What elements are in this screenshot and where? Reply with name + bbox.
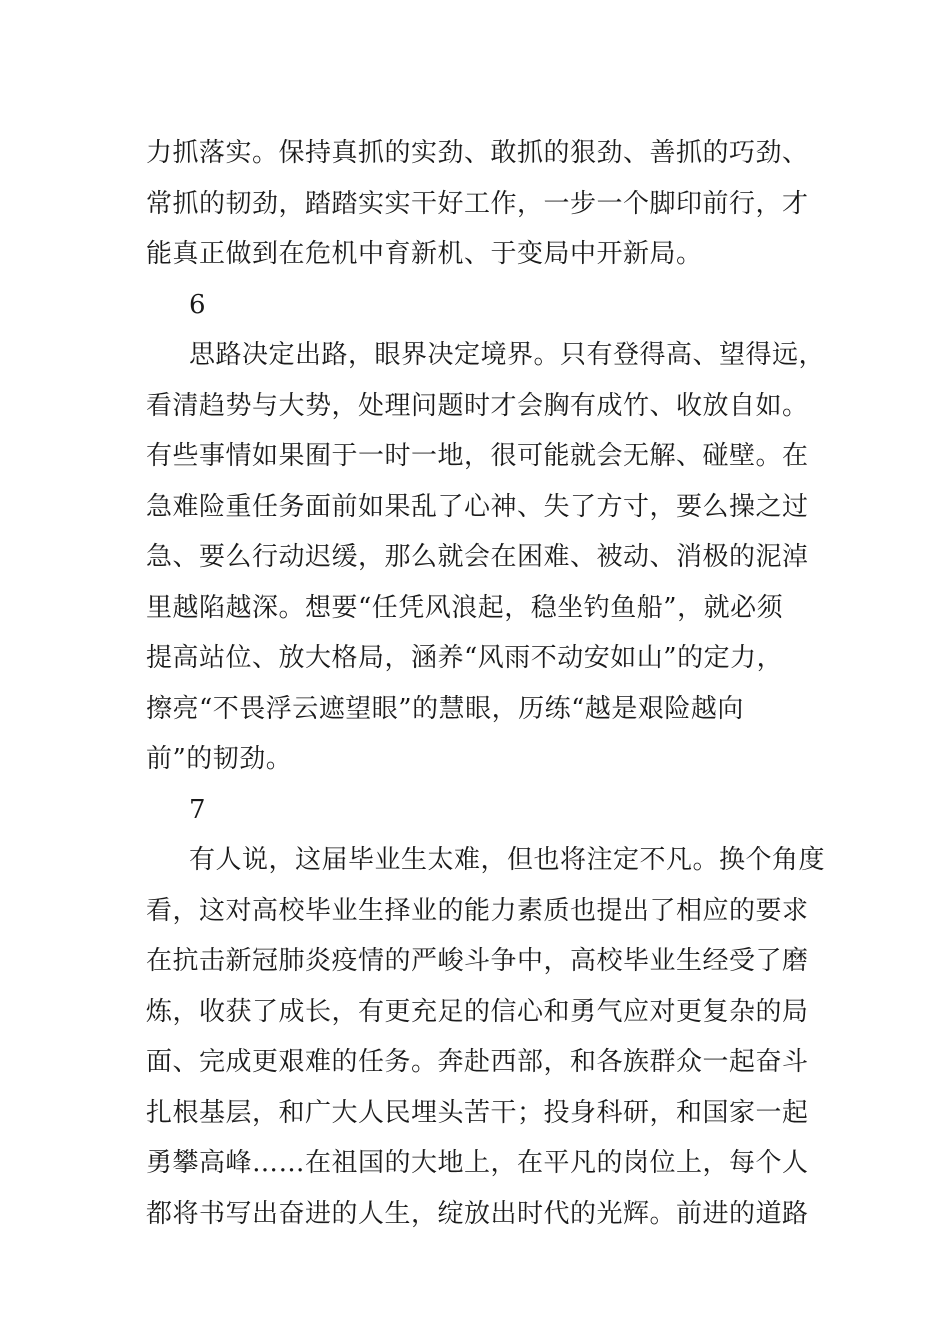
text-line: 思路决定出路，眼界决定境界。只有登得高、望得远， — [189, 340, 826, 370]
section-number-6: 6 — [189, 289, 206, 320]
text-line: 急、要么行动迟缓，那么就会在困难、被动、消极的泥淖 — [146, 542, 809, 572]
text-line: 扎根基层，和广大人民埋头苦干；投身科研，和国家一起 — [146, 1097, 809, 1128]
text-line: 常抓的韧劲，踏踏实实干好工作，一步一个脚印前行，才 — [146, 188, 809, 219]
text-line: 前”的韧劲。 — [146, 744, 293, 774]
text-line: 面、完成更艰难的任务。奔赴西部，和各族群众一起奋斗 — [146, 1047, 809, 1077]
text-line: 提高站位、放大格局，涵养“风雨不动安如山”的定力， — [146, 643, 784, 673]
text-line: 勇攀高峰……在祖国的大地上，在平凡的岗位上，每个人 — [146, 1148, 809, 1178]
paragraph-section-7 — [146, 835, 826, 1239]
section-number-7: 7 — [189, 794, 206, 825]
text-line: 有些事情如果囿于一时一地，很可能就会无解、碰壁。在 — [146, 441, 809, 471]
paragraph-continued — [146, 128, 810, 280]
paragraph-section-6 — [146, 330, 826, 785]
text-line: 在抗击新冠肺炎疫情的严峻斗争中，高校毕业生经受了磨 — [146, 946, 809, 976]
text-line: 能真正做到在危机中育新机、于变局中开新局。 — [146, 239, 703, 269]
text-line: 力抓落实。保持真抓的实劲、敢抓的狠劲、善抓的巧劲、 — [146, 138, 809, 168]
text-line: 看清趋势与大势，处理问题时才会胸有成竹、收放自如。 — [146, 390, 809, 421]
text-line: 里越陷越深。想要“任凭风浪起，稳坐钓鱼船”，就必须 — [146, 592, 784, 623]
document-body — [146, 128, 826, 1239]
text-line: 有人说，这届毕业生太难，但也将注定不凡。换个角度 — [189, 845, 826, 875]
text-line: 炼，收获了成长，有更充足的信心和勇气应对更复杂的局 — [146, 996, 809, 1027]
text-line: 看，这对高校毕业生择业的能力素质也提出了相应的要求 — [146, 895, 809, 926]
text-line: 都将书写出奋进的人生，绽放出时代的光辉。前进的道路 — [146, 1198, 809, 1229]
text-line: 急难险重任务面前如果乱了心神、失了方寸，要么操之过 — [146, 491, 809, 522]
text-line: 擦亮“不畏浮云遮望眼”的慧眼，历练“越是艰险越向 — [146, 693, 744, 724]
